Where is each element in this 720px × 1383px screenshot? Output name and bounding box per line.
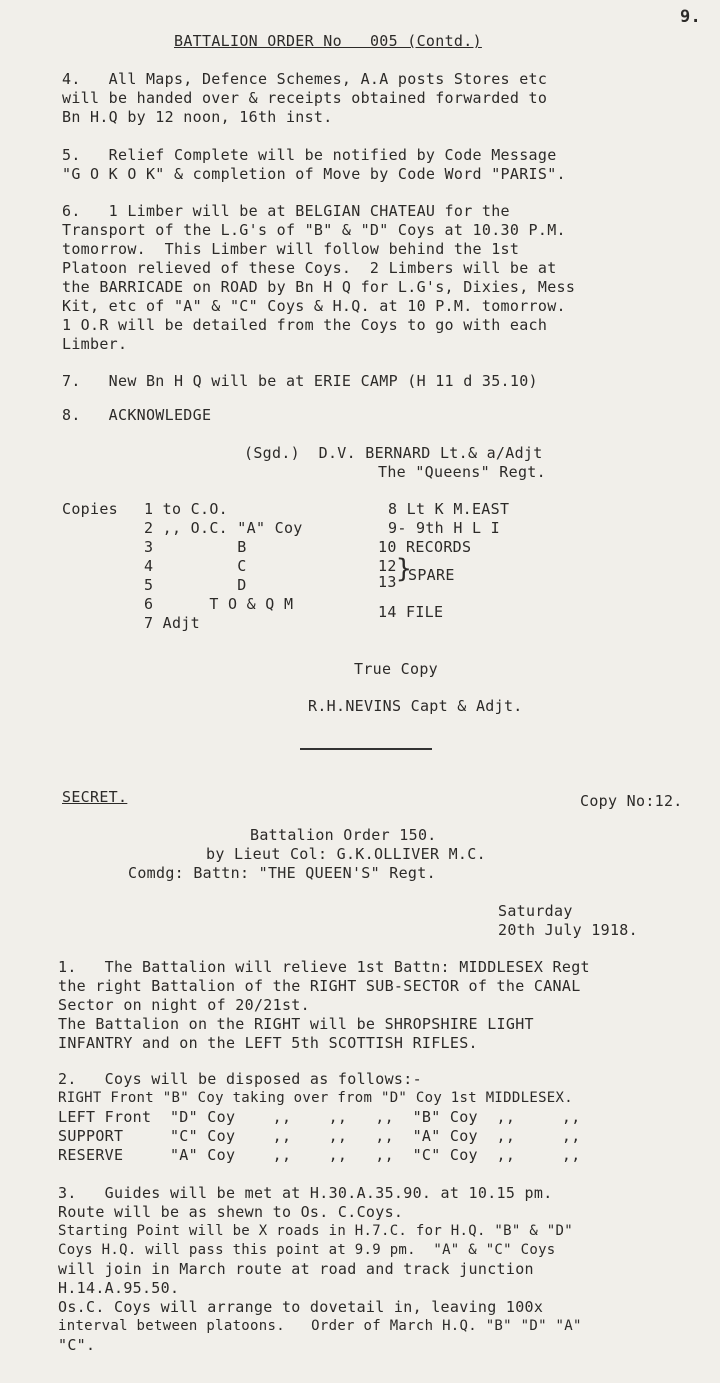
order2-para2-line1: 2. Coys will be disposed as follows:- <box>58 1070 422 1088</box>
order2-para3-line8: interval between platoons. Order of March H.Q. "B" "D" "A" <box>58 1318 582 1334</box>
copies-right-12: 12 <box>378 557 397 575</box>
true-copy-label: True Copy <box>354 660 438 678</box>
order2-comdg-line: Comdg: Battn: "THE QUEEN'S" Regt. <box>128 864 436 882</box>
copies-right-8: 8 Lt K M.EAST <box>388 500 510 518</box>
order2-para2-line3: LEFT Front "D" Coy ,, ,, ,, "B" Coy ,, ,, <box>58 1108 581 1126</box>
copies-right-9: 9- 9th H L I <box>388 519 500 537</box>
order1-para5-line1: 5. Relief Complete will be notified by Code Message <box>62 146 557 164</box>
order1-signature-line2: The "Queens" Regt. <box>378 463 546 481</box>
order2-by-line: by Lieut Col: G.K.OLLIVER M.C. <box>206 845 486 863</box>
section-divider <box>300 748 432 750</box>
order1-para8: 8. ACKNOWLEDGE <box>62 406 212 424</box>
order1-para6-line8: Limber. <box>62 335 128 353</box>
order1-para6-line6: Kit, etc of "A" & "C" Coys & H.Q. at 10 P.M. tomorrow. <box>62 297 566 315</box>
order2-para3-line9: "C". <box>58 1336 96 1354</box>
true-copy-signature: R.H.NEVINS Capt & Adjt. <box>308 697 523 715</box>
order2-para2-line2: RIGHT Front "B" Coy taking over from "D" Coy 1st MIDDLESEX. <box>58 1090 573 1106</box>
order1-para4-line2: will be handed over & receipts obtained forwarded to <box>62 89 548 107</box>
order1-para7: 7. New Bn H Q will be at ERIE CAMP (H 11 d 35.10) <box>62 372 538 390</box>
order2-para1-line1: 1. The Battalion will relieve 1st Battn: MIDDLESEX Regt <box>58 958 590 976</box>
copies-right-10: 10 RECORDS <box>378 538 472 556</box>
spare-label: SPARE <box>408 566 455 584</box>
order2-date-day: Saturday <box>498 902 573 920</box>
order1-para6-line5: the BARRICADE on ROAD by Bn H Q for L.G's, Dixies, Mess <box>62 278 576 296</box>
order2-para3-line4: Coys H.Q. will pass this point at 9.9 pm. "A" & "C" Coys <box>58 1242 556 1258</box>
order2-title: Battalion Order 150. <box>250 826 437 844</box>
order2-para3-line2: Route will be as shewn to Os. C.Coys. <box>58 1203 404 1221</box>
copies-left-2: 2 ,, O.C. "A" Coy <box>144 519 303 537</box>
copies-left-1: 1 to C.O. <box>144 500 228 518</box>
copies-left-6: 6 T O & Q M <box>144 595 294 613</box>
copies-left-7: 7 Adjt <box>144 614 200 632</box>
copy-number: Copy No:12. <box>580 792 683 810</box>
order1-para6-line7: 1 O.R will be detailed from the Coys to go with each <box>62 316 548 334</box>
order1-para4-line1: 4. All Maps, Defence Schemes, A.A posts Stores etc <box>62 70 548 88</box>
order2-para1-line2: the right Battalion of the RIGHT SUB-SECTOR of the CANAL <box>58 977 581 995</box>
order1-para4-line3: Bn H.Q by 12 noon, 16th inst. <box>62 108 333 126</box>
order2-para3-line3: Starting Point will be X roads in H.7.C. for H.Q. "B" & "D" <box>58 1223 573 1239</box>
order2-para3-line1: 3. Guides will be met at H.30.A.35.90. at 10.15 pm. <box>58 1184 553 1202</box>
order2-para2-line5: RESERVE "A" Coy ,, ,, ,, "C" Coy ,, ,, <box>58 1146 581 1164</box>
order1-para6-line1: 6. 1 Limber will be at BELGIAN CHATEAU for the <box>62 202 510 220</box>
order2-date: 20th July 1918. <box>498 921 638 939</box>
copies-right-13: 13 <box>378 573 397 591</box>
page-number: 9. <box>680 7 702 27</box>
order1-para5-line2: "G O K O K" & completion of Move by Code Word "PARIS". <box>62 165 566 183</box>
order2-para1-line4: The Battalion on the RIGHT will be SHROPSHIRE LIGHT <box>58 1015 534 1033</box>
secret-label: SECRET. <box>62 788 128 806</box>
copies-left-4: 4 C <box>144 557 247 575</box>
order2-para2-line4: SUPPORT "C" Coy ,, ,, ,, "A" Coy ,, ,, <box>58 1127 581 1145</box>
order1-para6-line2: Transport of the L.G's of "B" & "D" Coys at 10.30 P.M. <box>62 221 566 239</box>
order2-para3-line5: will join in March route at road and track junction <box>58 1260 534 1278</box>
copies-label: Copies <box>62 500 118 518</box>
order2-para3-line7: Os.C. Coys will arrange to dovetail in, leaving 100x <box>58 1298 544 1316</box>
order2-para1-line5: INFANTRY and on the LEFT 5th SCOTTISH RIFLES. <box>58 1034 478 1052</box>
spare-brace: } <box>396 554 412 584</box>
order1-para6-line3: tomorrow. This Limber will follow behind the 1st <box>62 240 520 258</box>
order2-para3-line6: H.14.A.95.50. <box>58 1279 180 1297</box>
copies-left-3: 3 B <box>144 538 247 556</box>
order1-signature-line1: (Sgd.) D.V. BERNARD Lt.& a/Adjt <box>244 444 543 462</box>
order1-para6-line4: Platoon relieved of these Coys. 2 Limbers will be at <box>62 259 557 277</box>
order2-para1-line3: Sector on night of 20/21st. <box>58 996 310 1014</box>
copies-left-5: 5 D <box>144 576 247 594</box>
order1-title: BATTALION ORDER No 005 (Contd.) <box>174 32 482 50</box>
copies-right-14: 14 FILE <box>378 603 444 621</box>
